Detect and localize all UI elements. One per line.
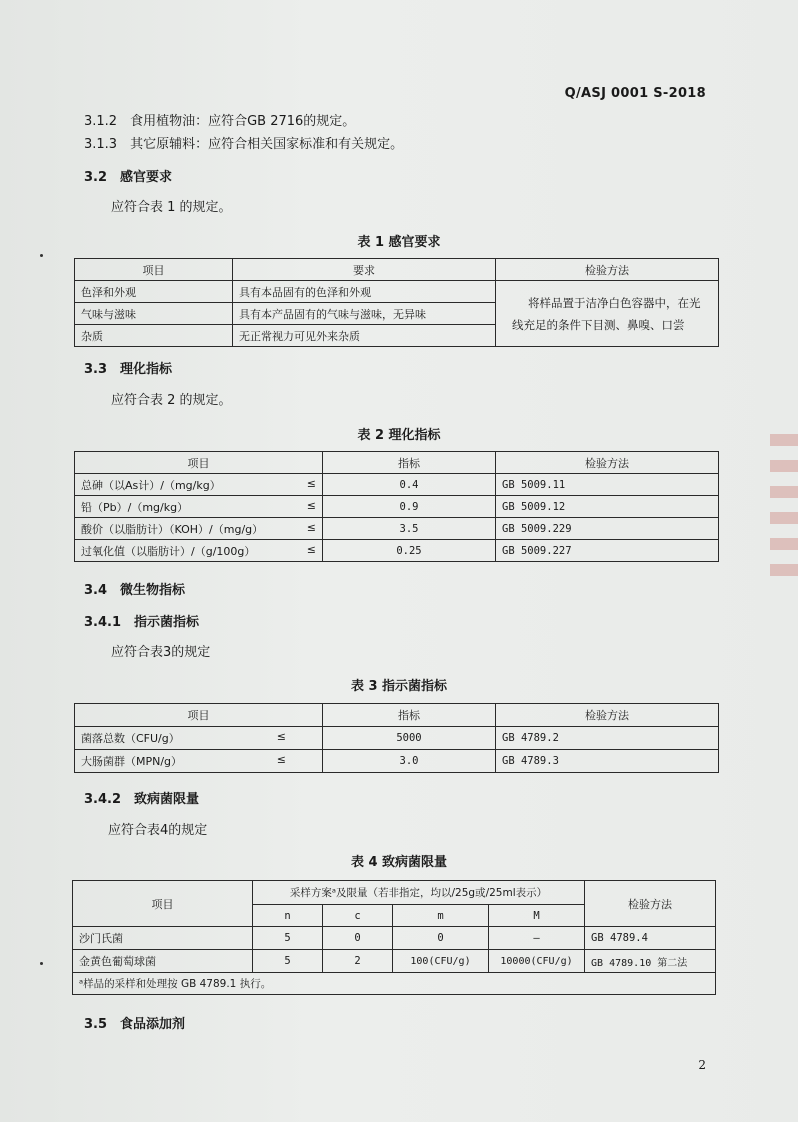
table-cell-method: GB 5009.229: [496, 518, 719, 540]
table-header-cell: 项目: [73, 881, 253, 927]
table-cell-n: 5: [253, 950, 323, 973]
less-equal-sign: ≤: [276, 730, 286, 743]
table-row: [75, 496, 719, 518]
table-row: [75, 518, 719, 540]
table-header-row: [75, 704, 719, 727]
table-header-cell: 检验方法: [585, 881, 716, 927]
table-cell-value: 0.4: [323, 474, 496, 496]
table-cell-method: GB 5009.227: [496, 540, 719, 562]
table-footnote: ᵃ样品的采样和处理按 GB 4789.1 执行。: [73, 973, 716, 995]
table-cell-item: [75, 496, 323, 518]
table-row: [73, 927, 716, 950]
table-row: [75, 727, 719, 750]
table-cell-item: 沙门氏菌: [73, 927, 253, 950]
item-label: 铅（Pb）/（mg/kg）: [81, 500, 189, 514]
table-cell-item: 气味与滋味: [75, 303, 233, 325]
table-header-cell: 检验方法: [496, 452, 719, 474]
table-cell-n: 5: [253, 927, 323, 950]
section-text-3-3: 应符合表 2 的规定。: [111, 393, 232, 408]
table-cell-method: GB 4789.10 第二法: [585, 950, 716, 973]
less-equal-sign: ≤: [276, 753, 286, 766]
table2-caption: 表 2 理化指标: [357, 428, 441, 443]
section-heading-3-2: 3.2 感官要求: [84, 170, 173, 185]
table-cell-m: 100(CFU/g): [393, 950, 489, 973]
section-heading-3-4-2: 3.4.2 致病菌限量: [84, 792, 200, 807]
table-row: [75, 474, 719, 496]
scan-speck: [40, 254, 43, 257]
less-equal-sign: ≤: [306, 498, 316, 512]
table-cell-M: —: [489, 927, 585, 950]
table-cell-M: 10000(CFU/g): [489, 950, 585, 973]
table-header-cell: 项目: [75, 259, 233, 281]
table-header-cell: 项目: [75, 452, 323, 474]
table-cell-value: 3.0: [323, 750, 496, 773]
table-row: [75, 540, 719, 562]
table-subheader-cell: n: [253, 905, 323, 927]
table-header-cell: 采样方案ᵃ及限量（若非指定，均以/25g或/25ml表示）: [253, 881, 585, 905]
table-subheader-cell: c: [323, 905, 393, 927]
table-cell-requirement: 具有本品固有的色泽和外观: [233, 281, 496, 303]
table4-pathogen-limits: [72, 880, 716, 995]
table-header-row: [75, 259, 719, 281]
table-cell-item: [75, 540, 323, 562]
table-header-cell: 检验方法: [496, 704, 719, 727]
less-equal-sign: ≤: [306, 542, 316, 556]
table-cell-value: 0.25: [323, 540, 496, 562]
table1-sensory: [74, 258, 719, 347]
less-equal-sign: ≤: [306, 476, 316, 490]
section-heading-3-3: 3.3 理化指标: [84, 362, 173, 377]
method-line-1: 将样品置于洁净白色容器中，在光: [528, 295, 701, 310]
table2-physicochemical: [74, 451, 719, 562]
table3-caption: 表 3 指示菌指标: [350, 679, 448, 694]
table-row: [75, 750, 719, 773]
table-cell-item: 杂质: [75, 325, 233, 347]
table-header-row: [75, 452, 719, 474]
table-cell-requirement: 具有本产品固有的气味与滋味，无异味: [233, 303, 496, 325]
clause-3-1-3: 3.1.3 其它原辅料：应符合相关国家标准和有关规定。: [84, 137, 404, 152]
table-row: [75, 281, 719, 303]
table-header-cell: 项目: [75, 704, 323, 727]
method-line-2: 线充足的条件下目测、鼻嗅、口尝: [512, 317, 685, 332]
table-cell-requirement: 无正常视力可见外来杂质: [233, 325, 496, 347]
table-header-cell: 检验方法: [496, 259, 719, 281]
table-cell-value: 5000: [323, 727, 496, 750]
table-footnote-row: [73, 973, 716, 995]
table4-caption: 表 4 致病菌限量: [350, 855, 448, 870]
clause-3-1-2: 3.1.2 食用植物油：应符合GB 2716的规定。: [84, 114, 356, 129]
table-cell-method: GB 4789.3: [496, 750, 719, 773]
section-text-3-4-2: 应符合表4的规定: [108, 823, 208, 838]
table-cell-item: [75, 518, 323, 540]
table-header-cell: 指标: [323, 452, 496, 474]
standard-code: Q/ASJ 0001 S-2018: [564, 86, 706, 101]
item-label: 酸价（以脂肪计）（KOH）/（mg/g）: [81, 522, 264, 536]
table1-caption: 表 1 感官要求: [357, 235, 441, 250]
item-label: 菌落总数（CFU/g）: [81, 732, 180, 745]
table-cell-item: [75, 750, 323, 773]
section-heading-3-4: 3.4 微生物指标: [84, 583, 186, 598]
table-header-row: [73, 881, 716, 905]
table-cell-m: 0: [393, 927, 489, 950]
table-cell-c: 2: [323, 950, 393, 973]
item-label: 总砷（以As计）/（mg/kg）: [81, 478, 221, 492]
page-number: 2: [698, 1058, 706, 1072]
table-header-cell: 要求: [233, 259, 496, 281]
table3-indicator-bacteria: [74, 703, 719, 773]
item-label: 大肠菌群（MPN/g）: [81, 755, 183, 768]
less-equal-sign: ≤: [306, 520, 316, 534]
table-subheader-cell: M: [489, 905, 585, 927]
section-heading-3-5: 3.5 食品添加剂: [84, 1017, 186, 1032]
table-cell-method: GB 4789.2: [496, 727, 719, 750]
table-cell-c: 0: [323, 927, 393, 950]
table-row: [73, 950, 716, 973]
table-cell-item: [75, 474, 323, 496]
table-cell-method: GB 5009.12: [496, 496, 719, 518]
table-cell-method: GB 5009.11: [496, 474, 719, 496]
table-cell-item: [75, 727, 323, 750]
table-subheader-cell: m: [393, 905, 489, 927]
table-cell-value: 0.9: [323, 496, 496, 518]
table-cell-value: 3.5: [323, 518, 496, 540]
table-cell-method: [496, 281, 719, 347]
seal-stamp-edge: [770, 420, 798, 590]
scan-speck: [40, 962, 43, 965]
section-text-3-2: 应符合表 1 的规定。: [111, 200, 232, 215]
section-heading-3-4-1: 3.4.1 指示菌指标: [84, 615, 200, 630]
table-header-cell: 指标: [323, 704, 496, 727]
table-cell-method: GB 4789.4: [585, 927, 716, 950]
table-cell-item: 色泽和外观: [75, 281, 233, 303]
table-cell-item: 金黄色葡萄球菌: [73, 950, 253, 973]
section-text-3-4-1: 应符合表3的规定: [111, 645, 211, 660]
item-label: 过氧化值（以脂肪计）/（g/100g）: [81, 544, 256, 558]
